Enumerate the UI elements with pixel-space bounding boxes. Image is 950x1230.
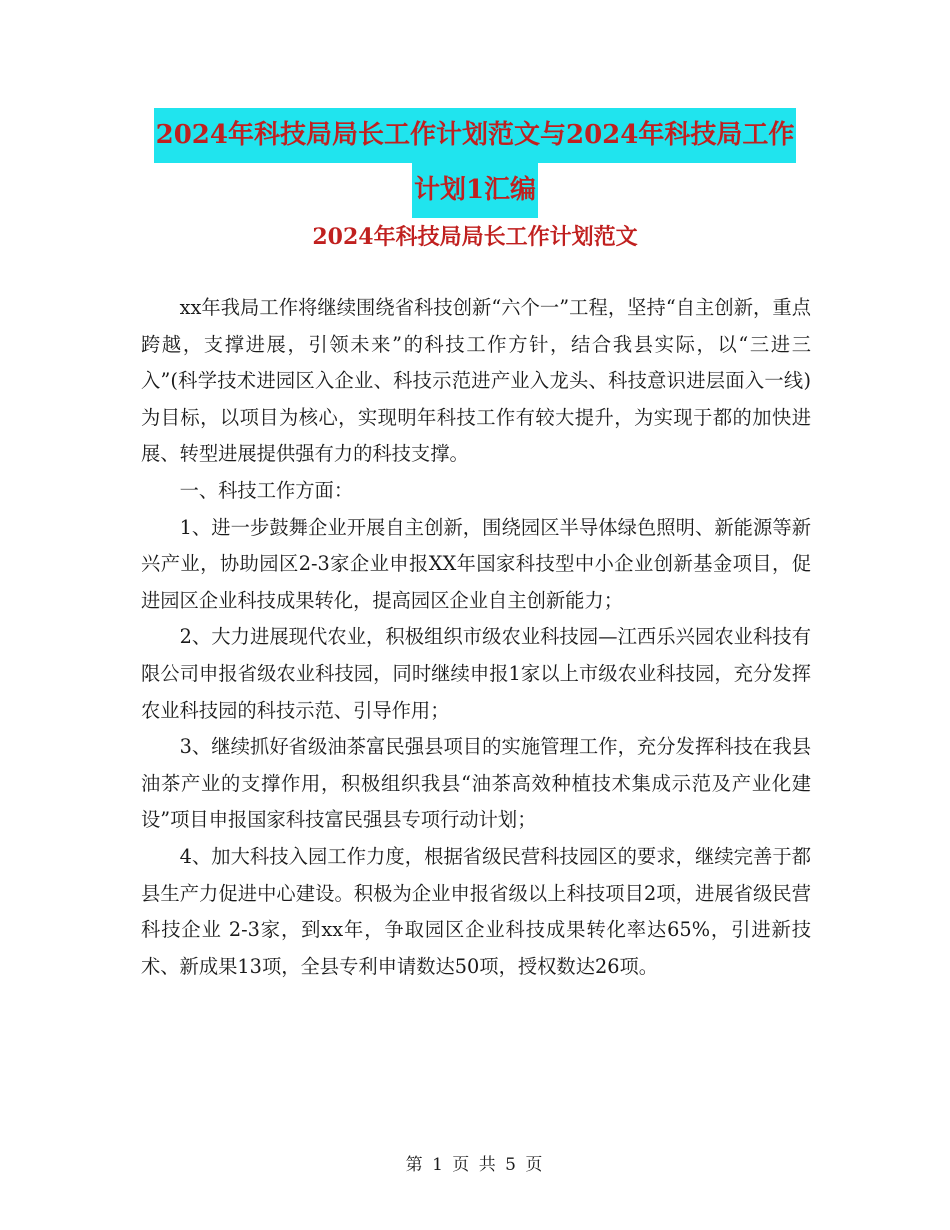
paragraph-heading-1: 一、科技工作方面： bbox=[179, 478, 354, 502]
paragraph-item-3: 3、继续抓好省级油茶富民强县项目的实施管理工作，充分发挥科技在我县油茶产业的支撑作用，积极组织我县“油茶高效种植技术集成示范及产业化建设”项目申报国家科技富民强县专项行动计划； bbox=[141, 735, 811, 832]
section-title: 2024年科技局局长工作计划范文 bbox=[312, 224, 638, 250]
paragraph-item-2: 2、大力进展现代农业，积极组织市级农业科技园—江西乐兴园农业科技有限公司申报省级农业科技园，同时继续申报1家以上市级农业科技园，充分发挥农业科技园的科技示范、引导作用； bbox=[141, 625, 811, 722]
document-title-line-1: 2024年科技局局长工作计划范文与2024年科技局工作 bbox=[154, 108, 797, 163]
page-footer: 第 1 页 共 5 页 bbox=[405, 1155, 545, 1175]
document-body bbox=[141, 290, 811, 985]
paragraph-intro: xx年我局工作将继续围绕省科技创新“六个一”工程，坚持“自主创新，重点跨越，支撑进展，引领未来”的科技工作方针，结合我县实际，以“三进三入”(科学技术进园区入企业、科技示范进产业入龙头、科技意识进层面入一线)为目标，以项目为核心，实现明年科技工作有较大提升，为实现于都的加快进展、转型进展提供强有力的科技支撑。 bbox=[141, 296, 811, 466]
document-title bbox=[0, 108, 950, 218]
paragraph-item-1: 1、进一步鼓舞企业开展自主创新，围绕园区半导体绿色照明、新能源等新兴产业，协助园区2-3家企业申报XX年国家科技型中小企业创新基金项目，促进园区企业科技成果转化，提高园区企业自主创新能力； bbox=[141, 515, 811, 612]
document-title-line-2: 计划1汇编 bbox=[412, 163, 538, 218]
paragraph-item-4: 4、加大科技入园工作力度，根据省级民营科技园区的要求，继续完善于都县生产力促进中心建设。积极为企业申报省级以上科技项目2项，进展省级民营科技企业 2-3家，到xx年，争取园区企业科技成果转化率达65%，引进新技术、新成果13项，全县专利申请数达50项，授权数达26项。 bbox=[141, 844, 811, 978]
